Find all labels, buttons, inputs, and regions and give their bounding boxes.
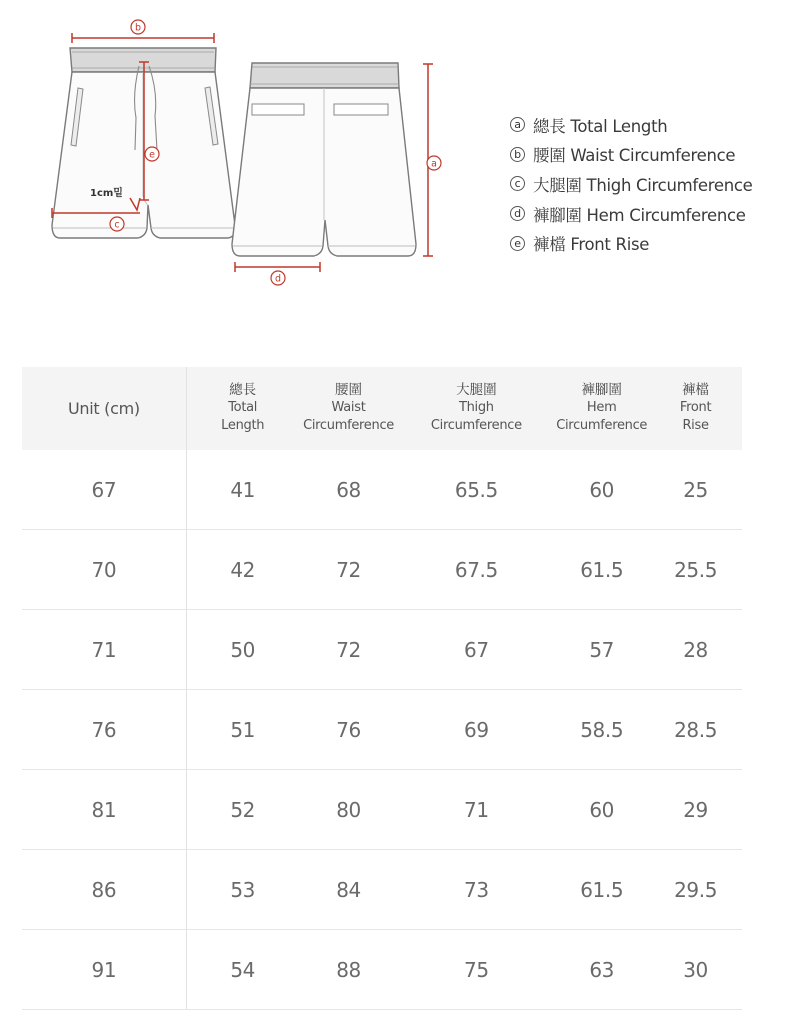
waist-cell: 80 — [336, 797, 361, 822]
header-cjk: 褲檔 — [682, 382, 710, 398]
total-length-cell: 51 — [230, 717, 256, 742]
front-rise-cell: 25.5 — [674, 557, 718, 582]
table-row — [22, 690, 742, 770]
waist-cell: 76 — [336, 717, 361, 742]
legend-text: 腰圍 Waist Circumference — [533, 146, 736, 166]
header-en: Waist — [331, 400, 366, 415]
header-en: Rise — [682, 418, 709, 433]
thigh-cell: 65.5 — [454, 477, 498, 502]
legend-mark-e-icon: e — [510, 236, 525, 251]
header-total-length — [187, 382, 299, 435]
measurement-legend — [510, 110, 795, 258]
mark-c-label: c — [114, 219, 120, 231]
total-length-cell: 42 — [230, 557, 256, 582]
header-cjk: 大腿圍 — [456, 382, 497, 398]
header-en: Circumference — [556, 418, 648, 433]
header-unit — [22, 399, 186, 418]
mark-a-label: a — [431, 158, 437, 170]
header-front-rise — [649, 382, 742, 435]
front-rise-cell: 28.5 — [674, 717, 718, 742]
total-length-cell: 54 — [230, 957, 256, 982]
header-hem — [554, 382, 649, 435]
size-cell: 81 — [91, 797, 117, 822]
legend-mark-a-icon: a — [510, 117, 525, 132]
front-rise-cell: 29 — [683, 797, 708, 822]
waist-cell: 72 — [336, 557, 361, 582]
waist-cell: 88 — [336, 957, 361, 982]
thigh-cell: 75 — [464, 957, 489, 982]
waist-measure-line — [72, 33, 214, 43]
header-en: Circumference — [303, 418, 394, 433]
legend-item-waist — [510, 140, 795, 170]
table-header-row — [22, 367, 742, 450]
front-rise-cell: 28 — [683, 637, 708, 662]
size-chart-table — [22, 367, 742, 1010]
front-rise-cell: 30 — [683, 957, 708, 982]
legend-item-thigh — [510, 169, 795, 199]
header-cjk: 褲腳圍 — [581, 382, 622, 398]
thigh-cell: 73 — [464, 877, 489, 902]
legend-item-hem — [510, 199, 795, 229]
thigh-cell: 67.5 — [454, 557, 498, 582]
total-length-cell: 53 — [230, 877, 256, 902]
table-row — [22, 850, 742, 930]
legend-mark-c-icon: c — [510, 176, 525, 191]
size-cell: 67 — [91, 477, 117, 502]
legend-text: 褲檔 Front Rise — [533, 235, 650, 255]
mark-b-label: b — [134, 22, 142, 34]
total-length-cell: 52 — [230, 797, 256, 822]
shorts-back-view — [232, 63, 416, 256]
header-en: Total — [228, 400, 258, 415]
back-right-pocket — [334, 104, 388, 115]
header-en: Hem — [586, 400, 617, 415]
mark-e-label: e — [149, 149, 155, 161]
table-row — [22, 930, 742, 1010]
hem-cell: 61.5 — [580, 557, 624, 582]
header-cjk: 總長 — [229, 382, 257, 398]
legend-item-front-rise — [510, 228, 795, 258]
size-cell: 70 — [91, 557, 117, 582]
legend-item-total-length — [510, 110, 795, 140]
table-row — [22, 610, 742, 690]
waist-cell: 72 — [336, 637, 361, 662]
unit-label: Unit (cm) — [67, 399, 140, 418]
table-row — [22, 770, 742, 850]
legend-mark-b-icon: b — [510, 147, 525, 162]
size-cell: 71 — [91, 637, 117, 662]
waist-cell: 84 — [336, 877, 361, 902]
thigh-cell: 69 — [464, 717, 489, 742]
hem-cell: 63 — [589, 957, 615, 982]
table-row — [22, 530, 742, 610]
mark-d-label: d — [274, 273, 282, 285]
back-left-pocket — [252, 104, 304, 115]
legend-text: 褲腳圍 Hem Circumference — [533, 205, 746, 225]
hem-cell: 58.5 — [580, 717, 624, 742]
hem-cell: 60 — [589, 477, 615, 502]
front-rise-cell: 25 — [683, 477, 708, 502]
header-en: Thigh — [458, 400, 494, 415]
header-en: Circumference — [430, 418, 522, 433]
total-length-cell: 50 — [230, 637, 256, 662]
header-en: Front — [679, 400, 712, 415]
header-thigh — [398, 382, 554, 435]
total-length-cell: 41 — [230, 477, 256, 502]
header-en: Length — [221, 418, 265, 433]
hem-cell: 61.5 — [580, 877, 624, 902]
size-cell: 76 — [91, 717, 117, 742]
legend-mark-d-icon: d — [510, 206, 525, 221]
legend-text: 總長 Total Length — [533, 116, 668, 136]
size-cell: 91 — [91, 957, 117, 982]
hem-cell: 57 — [589, 637, 615, 662]
thigh-cell: 71 — [464, 797, 489, 822]
header-cjk: 腰圍 — [335, 382, 363, 398]
table-row — [22, 450, 742, 530]
header-waist — [299, 382, 399, 435]
thigh-note-label: 1cm밑 — [90, 188, 123, 199]
size-cell: 86 — [91, 877, 117, 902]
thigh-cell: 67 — [464, 637, 489, 662]
waist-cell: 68 — [336, 477, 361, 502]
legend-text: 大腿圍 Thigh Circumference — [533, 175, 753, 195]
front-rise-cell: 29.5 — [674, 877, 718, 902]
hem-cell: 60 — [589, 797, 615, 822]
